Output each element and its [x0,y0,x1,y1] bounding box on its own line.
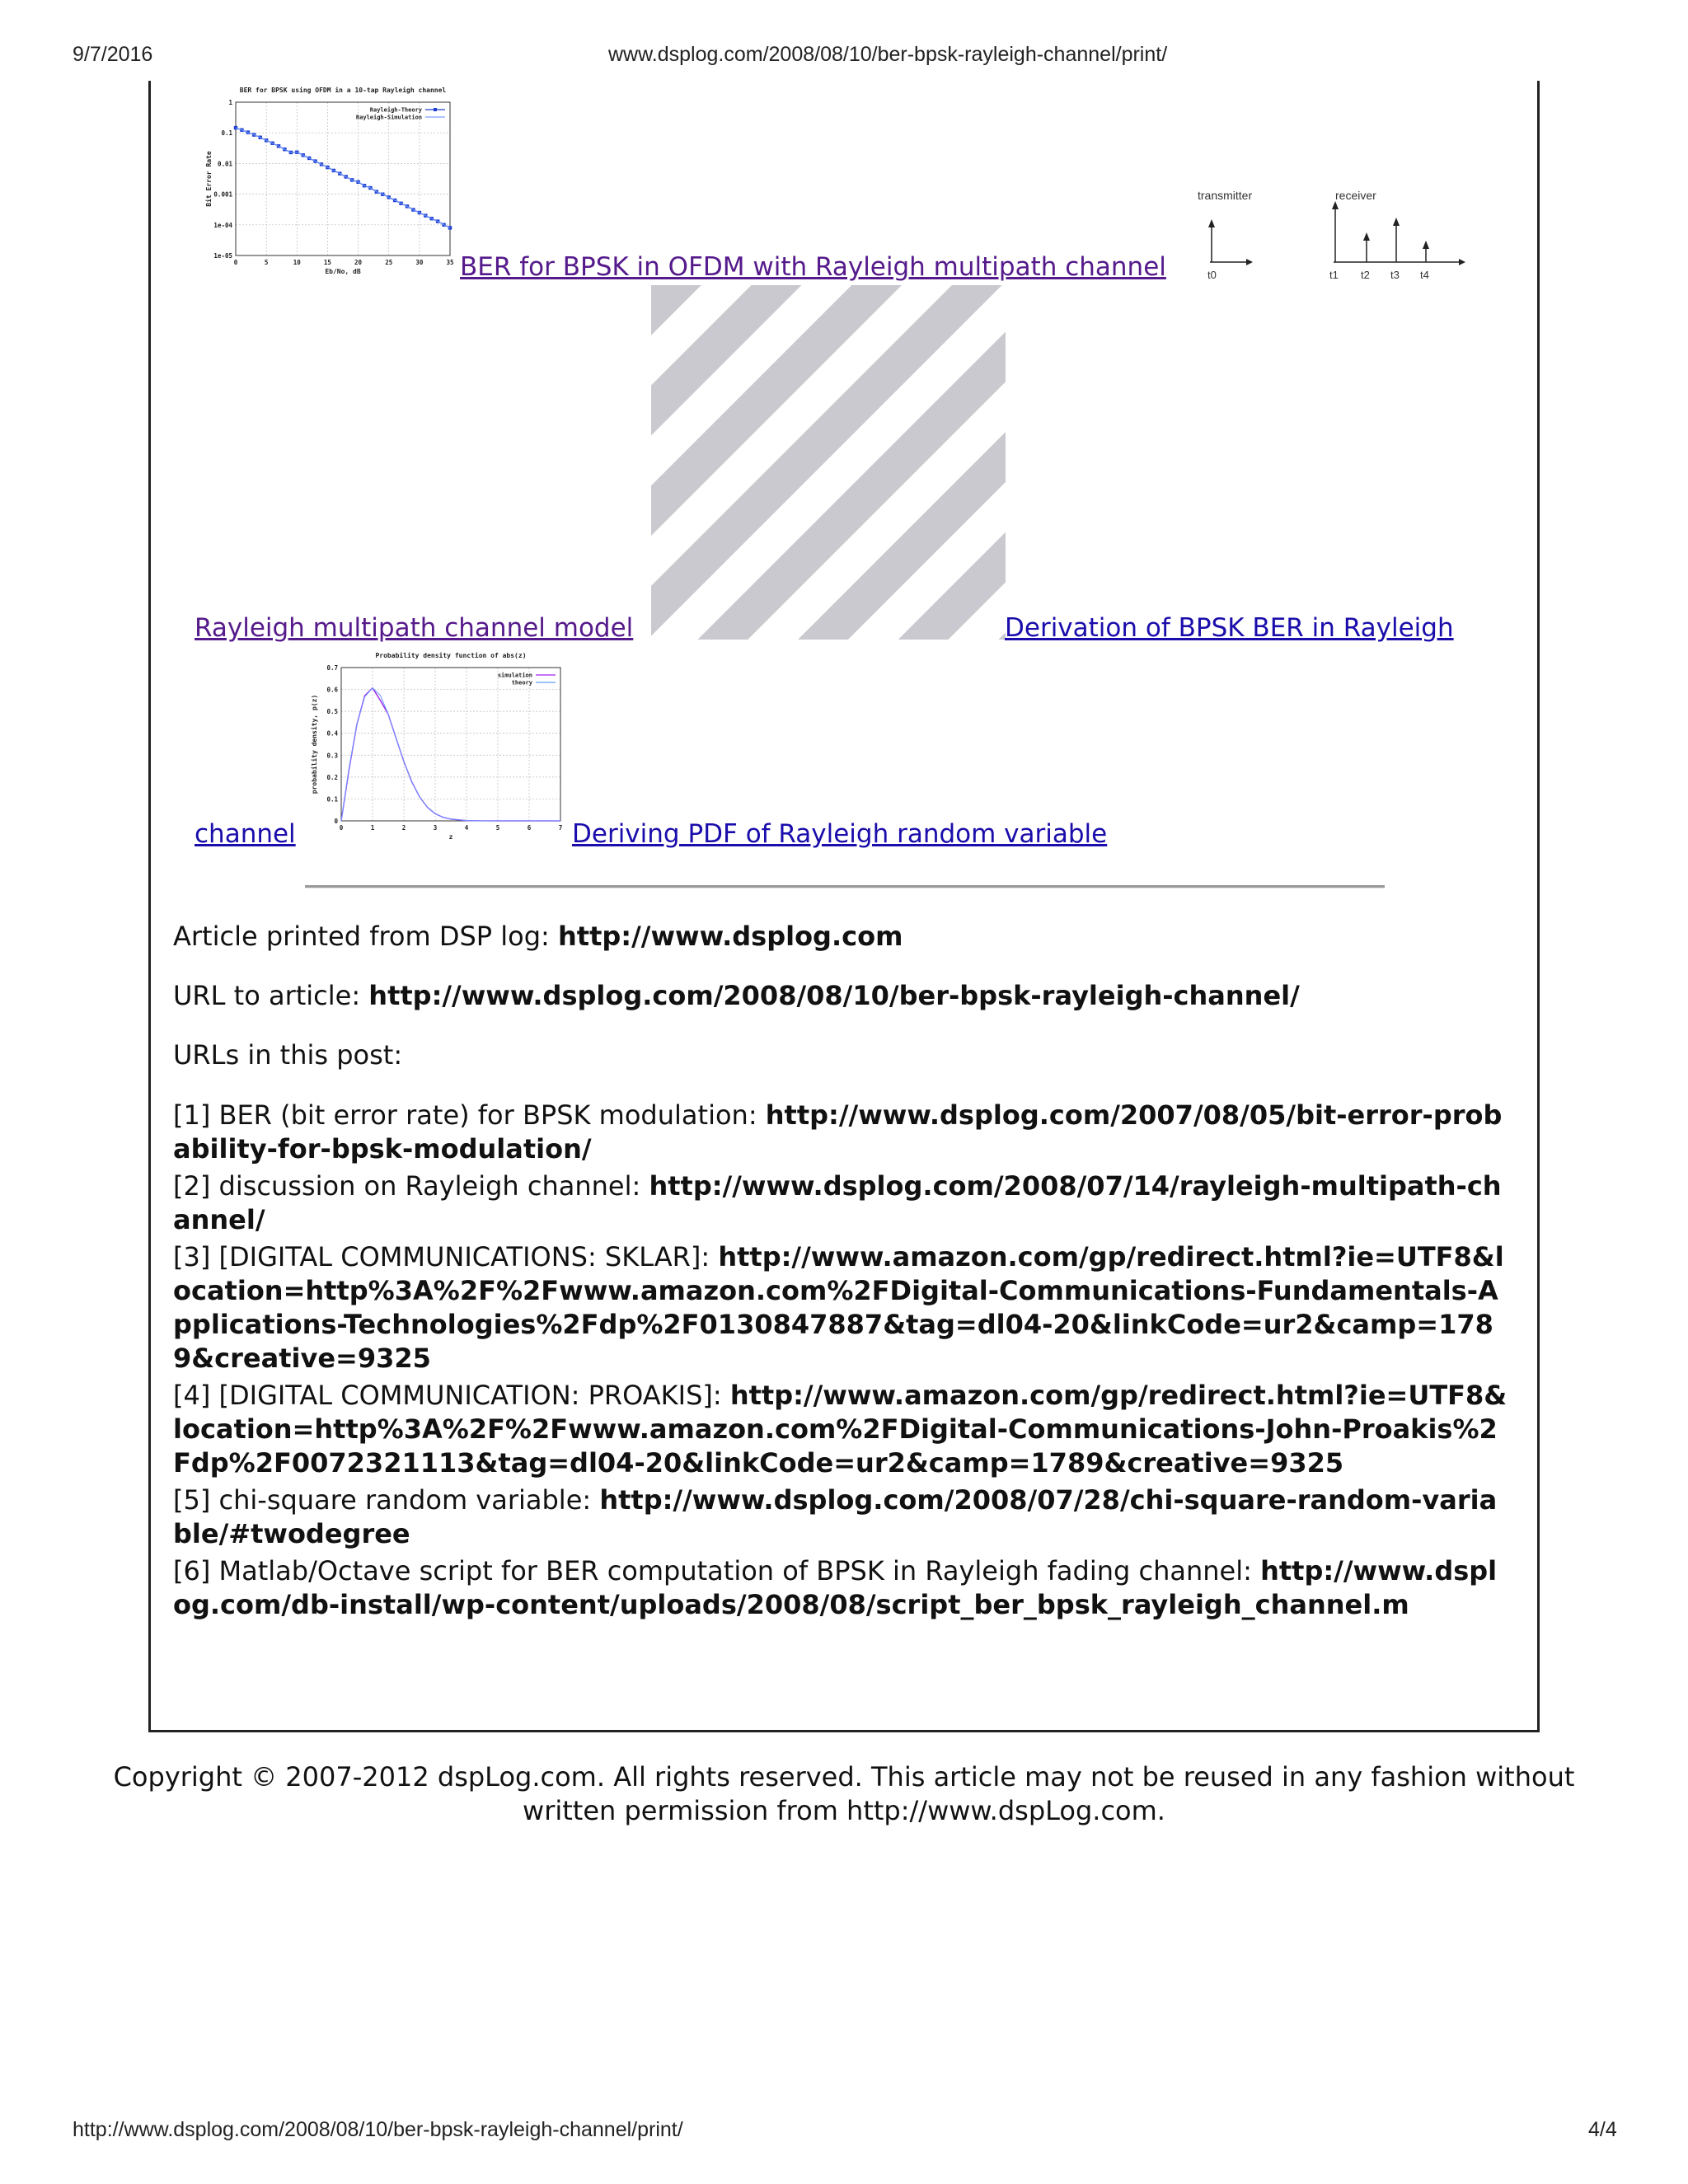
legend-label: simulation [497,672,532,679]
missing-image-placeholder[interactable] [651,285,1006,640]
x-tick-label: 25 [385,259,393,266]
reference-item-5 [173,1483,1508,1551]
series-line-simulation [341,688,560,821]
x-tick-label: 20 [354,259,363,266]
article-url-label: URL to article: [173,980,369,1011]
reference-url[interactable]: http://www.dsplog.com/2007/08/05/bit-error-probability-for-bpsk-modulation/ [173,1099,1503,1165]
y-tick-label: 0.2 [326,773,338,781]
related-link-derivation-ber[interactable]: Derivation of BPSK BER in Rayleigh [1005,613,1454,643]
ber-chart [193,82,457,280]
article-url-value[interactable]: http://www.dsplog.com/2008/08/10/ber-bpsk-rayleigh-channel/ [368,980,1300,1011]
urls-heading: URLs in this post: [173,1039,403,1071]
y-tick-label: 0.1 [326,795,338,804]
rx-impulse-t2-arrow [1363,232,1370,241]
printed-from-label: Article printed from DSP log: [173,921,558,952]
ber-chart-thumbnail[interactable] [193,82,457,280]
x-tick-label: 30 [415,259,424,266]
t0-label: t0 [1207,269,1217,281]
reference-label: [2] discussion on Rayleigh channel: [173,1170,649,1202]
related-link-derivation-ber-cont[interactable]: channel [195,819,296,849]
legend-label: theory [511,679,532,687]
print-footer-url: http://www.dsplog.com/2008/08/10/ber-bpsk-rayleigh-channel/print/ [73,2118,683,2141]
rx-impulse-t4-arrow [1423,241,1429,249]
x-tick-label: 0 [339,824,344,832]
reference-list [173,1099,1508,1625]
y-tick-label: 0.7 [326,664,338,672]
chart-title: BER for BPSK using OFDM in a 10-tap Rayleigh channel [239,87,447,94]
reference-url[interactable]: http://www.amazon.com/gp/redirect.html?ie=UTF8&location=http%3A%2F%2Fwww.amazon.com%2FDigital-Communications-John-Proakis%2Fdp%2F0072321113&tag=dl04-20&linkCode=ur2&camp=1789&creative=9325 [173,1380,1507,1479]
x-tick-label: 3 [433,824,438,832]
x-tick-label: 7 [558,824,563,832]
transmitter-label: transmitter [1198,189,1253,202]
reference-label: [1] BER (bit error rate) for BPSK modulation: [173,1099,766,1131]
t2-label: t2 [1361,269,1370,281]
pdf-chart [302,648,567,846]
printed-from-url[interactable]: http://www.dsplog.com [557,921,903,952]
reference-url[interactable]: http://www.dsplog.com/2008/07/28/chi-square-random-variable/#twodegree [173,1484,1498,1549]
y-tick-label: 0.4 [326,729,338,738]
x-tick-label: 15 [323,259,331,266]
x-tick-label: 0 [233,259,238,266]
y-tick-label: 0.01 [217,160,232,168]
y-tick-label: 0.5 [326,708,338,716]
x-tick-label: 6 [527,824,532,832]
y-axis-label: Bit Error Rate [205,151,213,207]
t3-label: t3 [1390,269,1400,281]
x-tick-label: 5 [495,824,500,832]
reference-item-3 [173,1240,1508,1376]
reference-url[interactable]: http://www.dsplog.com/2008/07/14/rayleigh-multipath-channel/ [173,1170,1502,1235]
section-divider [305,885,1385,888]
article-url-line [173,979,1508,1013]
related-link-rayleigh-pdf[interactable]: Deriving PDF of Rayleigh random variable [572,819,1108,849]
legend-marker [434,108,437,111]
y-tick-label: 0.1 [221,129,232,138]
pdf-chart-thumbnail[interactable] [302,648,567,846]
rx-axis-arrow [1459,259,1465,265]
t4-label: t4 [1420,269,1429,281]
printed-from-line [173,920,1508,954]
y-tick-label: 0.001 [213,190,232,199]
reference-url[interactable]: http://www.amazon.com/gp/redirect.html?ie=UTF8&location=http%3A%2F%2Fwww.amazon.com%2FDigital-Communications-Fundamentals-Applications-Technologies%2Fdp%2F0130847887&tag=dl04-20&linkCode=ur2&camp=1789&creative=9325 [173,1241,1504,1374]
rx-impulse-t1-arrow [1332,201,1339,209]
page-number: 4/4 [1588,2118,1617,2141]
print-date: 9/7/2016 [73,43,153,66]
plot-frame [236,102,450,255]
reference-label: [3] [DIGITAL COMMUNICATIONS: SKLAR]: [173,1241,719,1272]
reference-label: [4] [DIGITAL COMMUNICATION: PROAKIS]: [173,1380,730,1411]
multipath-diagram-svg [1187,183,1475,287]
t1-label: t1 [1329,269,1339,281]
x-tick-label: 10 [293,259,301,266]
tx-impulse-arrow [1208,219,1215,227]
multipath-diagram[interactable] [1187,183,1475,287]
copyright-notice: Copyright © 2007-2012 dspLog.com. All rights reserved. This article may not be reused in any fashion without written permission from http://www.dspLog.com. [113,1761,1575,1826]
reference-item-1 [173,1099,1508,1166]
x-axis-label: Eb/No, dB [325,268,361,275]
y-axis-label: probability density, p(z) [311,694,318,794]
y-tick-label: 1e-04 [213,221,232,229]
reference-item-4 [173,1379,1508,1480]
x-tick-label: 1 [370,824,375,832]
x-tick-label: 5 [264,259,269,266]
y-tick-label: 0 [334,818,338,825]
legend-label: Rayleigh-Theory [369,106,422,114]
x-axis-label: z [448,833,453,841]
print-header-url: www.dsplog.com/2008/08/10/ber-bpsk-rayleigh-channel/print/ [608,43,1168,66]
x-tick-label: 4 [464,824,469,832]
y-tick-label: 0.6 [326,686,338,694]
tx-axis-arrow [1246,259,1253,265]
y-tick-label: 1 [228,99,232,106]
striped-placeholder [651,285,1006,640]
related-link-ber-ofdm[interactable]: BER for BPSK in OFDM with Rayleigh multipath channel [460,252,1166,282]
series-line-theory [341,688,560,821]
reference-label: [5] chi-square random variable: [173,1484,600,1516]
x-tick-label: 35 [446,259,454,266]
chart-title: Probability density function of abs(z) [375,652,527,659]
legend-label: Rayleigh-Simulation [355,114,422,121]
reference-label: [6] Matlab/Octave script for BER computation of BPSK in Rayleigh fading channel: [173,1555,1261,1586]
reference-url[interactable]: http://www.dsplog.com/db-install/wp-content/uploads/2008/08/script_ber_bpsk_rayleigh_channel.m [173,1555,1498,1620]
reference-item-2 [173,1169,1508,1237]
receiver-label: receiver [1335,189,1376,202]
related-link-rayleigh-model[interactable]: Rayleigh multipath channel model [195,613,634,643]
rx-impulse-t3-arrow [1393,218,1400,226]
x-tick-label: 2 [401,824,406,832]
reference-item-6 [173,1554,1508,1622]
y-tick-label: 1e-05 [213,252,232,260]
y-tick-label: 0.3 [326,752,338,760]
